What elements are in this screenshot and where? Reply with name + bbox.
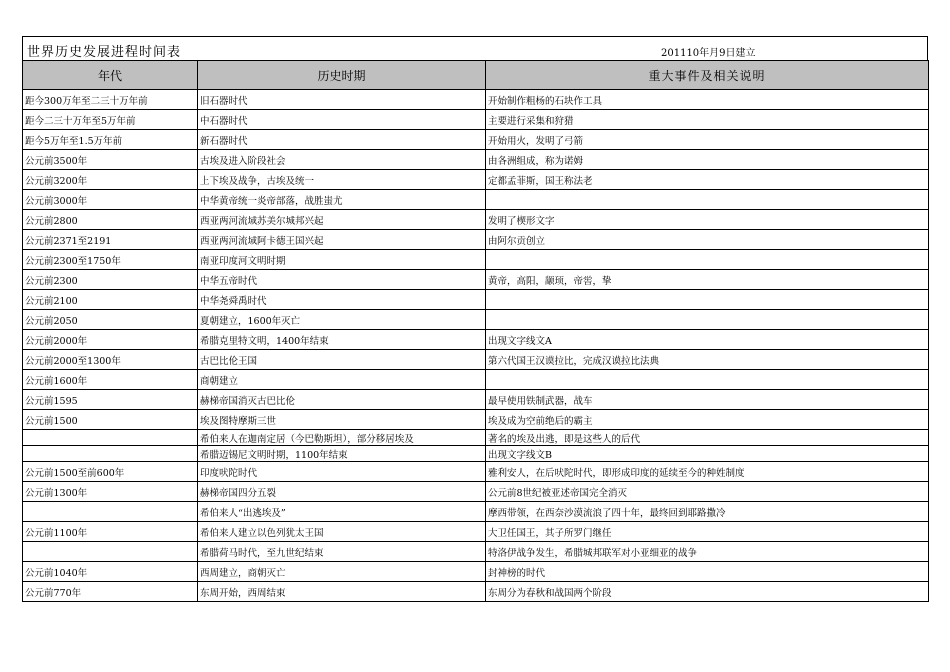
- table-row: [23, 562, 929, 582]
- title-row: [22, 36, 928, 60]
- period-cell: 中石器时代: [198, 110, 486, 130]
- table-row: [23, 310, 929, 330]
- era-cell: 公元前1500: [23, 410, 198, 430]
- column-header-period: 历史时期: [198, 61, 486, 90]
- event-cell: 摩西带领，在西奈沙漠流浪了四十年，最终回到耶路撒冷: [486, 502, 929, 522]
- event-cell: 出现文字线文A: [486, 330, 929, 350]
- event-cell: [486, 310, 929, 330]
- created-date: 201110年月9日建立: [661, 48, 756, 59]
- era-cell: 公元前2800: [23, 210, 198, 230]
- period-cell: 希腊荷马时代，至九世纪结束: [198, 542, 486, 562]
- period-cell: 希腊克里特文明，1400年结束: [198, 330, 486, 350]
- period-cell: 赫梯帝国四分五裂: [198, 482, 486, 502]
- event-cell: 最早使用铁制武器，战车: [486, 390, 929, 410]
- event-cell: 大卫任国王，其子所罗门继任: [486, 522, 929, 542]
- period-cell: 古埃及进入阶段社会: [198, 150, 486, 170]
- period-cell: 东周开始，西周结束: [198, 582, 486, 602]
- table-row: [23, 130, 929, 150]
- event-cell: 开始用火，发明了弓箭: [486, 130, 929, 150]
- table-row: [23, 482, 929, 502]
- table-body: [23, 90, 929, 602]
- event-cell: [486, 290, 929, 310]
- event-cell: 公元前8世纪被亚述帝国完全消灭: [486, 482, 929, 502]
- era-cell: 公元前1100年: [23, 522, 198, 542]
- era-cell: 公元前770年: [23, 582, 198, 602]
- event-cell: [486, 190, 929, 210]
- table-row: [23, 150, 929, 170]
- era-cell: [23, 446, 198, 462]
- era-cell: 距今二三十万年至5万年前: [23, 110, 198, 130]
- table-row: [23, 370, 929, 390]
- era-cell: 公元前2000年: [23, 330, 198, 350]
- table-row: [23, 410, 929, 430]
- table-row: [23, 390, 929, 410]
- period-cell: 西周建立，商朝灭亡: [198, 562, 486, 582]
- table-row: [23, 210, 929, 230]
- column-header-events: 重大事件及相关说明: [486, 61, 929, 90]
- table-row: [23, 542, 929, 562]
- period-cell: 西亚两河流域苏美尔城邦兴起: [198, 210, 486, 230]
- table-row: [23, 230, 929, 250]
- era-cell: 公元前1600年: [23, 370, 198, 390]
- page-title: 世界历史发展进程时间表: [27, 45, 182, 60]
- event-cell: [486, 370, 929, 390]
- table-row: [23, 190, 929, 210]
- event-cell: 由阿尔贡创立: [486, 230, 929, 250]
- period-cell: 希伯来人“出逃埃及”: [198, 502, 486, 522]
- era-cell: 公元前3200年: [23, 170, 198, 190]
- table-row: [23, 90, 929, 110]
- period-cell: 埃及图特摩斯三世: [198, 410, 486, 430]
- era-cell: 公元前2050: [23, 310, 198, 330]
- table-row: [23, 582, 929, 602]
- era-cell: 距今300万年至二三十万年前: [23, 90, 198, 110]
- event-cell: 东周分为春秋和战国两个阶段: [486, 582, 929, 602]
- period-cell: 上下埃及战争，古埃及统一: [198, 170, 486, 190]
- era-cell: 公元前3000年: [23, 190, 198, 210]
- era-cell: 公元前1040年: [23, 562, 198, 582]
- table-row: [23, 250, 929, 270]
- table-row: [23, 270, 929, 290]
- event-cell: 主要进行采集和狩猎: [486, 110, 929, 130]
- table-row: [23, 502, 929, 522]
- period-cell: 赫梯帝国消灭古巴比伦: [198, 390, 486, 410]
- period-cell: 新石器时代: [198, 130, 486, 150]
- era-cell: 公元前1595: [23, 390, 198, 410]
- event-cell: 发明了楔形文字: [486, 210, 929, 230]
- period-cell: 希伯来人在迦南定居（今巴勒斯坦），部分移居埃及: [198, 430, 486, 446]
- table-row: [23, 330, 929, 350]
- period-cell: 中华黄帝统一炎帝部落，战胜蚩尤: [198, 190, 486, 210]
- table-row: [23, 430, 929, 446]
- period-cell: 希伯来人建立以色列犹太王国: [198, 522, 486, 542]
- header-row: [23, 61, 929, 90]
- era-cell: 公元前2300至1750年: [23, 250, 198, 270]
- event-cell: [486, 250, 929, 270]
- event-cell: 出现文字线文B: [486, 446, 929, 462]
- period-cell: 中华五帝时代: [198, 270, 486, 290]
- table-row: [23, 170, 929, 190]
- event-cell: 由各洲组成，称为诺姆: [486, 150, 929, 170]
- event-cell: 第六代国王汉谟拉比，完成汉谟拉比法典: [486, 350, 929, 370]
- event-cell: 定都孟菲斯，国王称法老: [486, 170, 929, 190]
- period-cell: 希腊迈锡尼文明时期，1100年结束: [198, 446, 486, 462]
- event-cell: 封神榜的时代: [486, 562, 929, 582]
- spreadsheet: [22, 36, 928, 602]
- period-cell: 南亚印度河文明时期: [198, 250, 486, 270]
- table-row: [23, 290, 929, 310]
- table-row: [23, 522, 929, 542]
- table-row: [23, 350, 929, 370]
- era-cell: 公元前2300: [23, 270, 198, 290]
- era-cell: 公元前2371至2191: [23, 230, 198, 250]
- period-cell: 古巴比伦王国: [198, 350, 486, 370]
- era-cell: 公元前1300年: [23, 482, 198, 502]
- period-cell: 印度吠陀时代: [198, 462, 486, 482]
- table-row: [23, 446, 929, 462]
- event-cell: 雅利安人，在后吠陀时代，即形成印度的延续至今的种姓制度: [486, 462, 929, 482]
- era-cell: [23, 502, 198, 522]
- event-cell: 黄帝，高阳，颛顼，帝喾，挚: [486, 270, 929, 290]
- era-cell: 公元前1500至前600年: [23, 462, 198, 482]
- event-cell: 开始制作粗杨的石块作工具: [486, 90, 929, 110]
- table-row: [23, 110, 929, 130]
- period-cell: 夏朝建立，1600年灭亡: [198, 310, 486, 330]
- period-cell: 西亚两河流域阿卡德王国兴起: [198, 230, 486, 250]
- era-cell: 距今5万年至1.5万年前: [23, 130, 198, 150]
- column-header-era: 年代: [23, 61, 198, 90]
- era-cell: 公元前2100: [23, 290, 198, 310]
- event-cell: 埃及成为空前绝后的霸主: [486, 410, 929, 430]
- era-cell: 公元前3500年: [23, 150, 198, 170]
- era-cell: 公元前2000至1300年: [23, 350, 198, 370]
- era-cell: [23, 542, 198, 562]
- table-row: [23, 462, 929, 482]
- period-cell: 中华尧舜禹时代: [198, 290, 486, 310]
- event-cell: 特洛伊战争发生，希腊城邦联军对小亚细亚的战争: [486, 542, 929, 562]
- period-cell: 旧石器时代: [198, 90, 486, 110]
- period-cell: 商朝建立: [198, 370, 486, 390]
- event-cell: 著名的埃及出逃，即是这些人的后代: [486, 430, 929, 446]
- timeline-table: [22, 60, 929, 602]
- era-cell: [23, 430, 198, 446]
